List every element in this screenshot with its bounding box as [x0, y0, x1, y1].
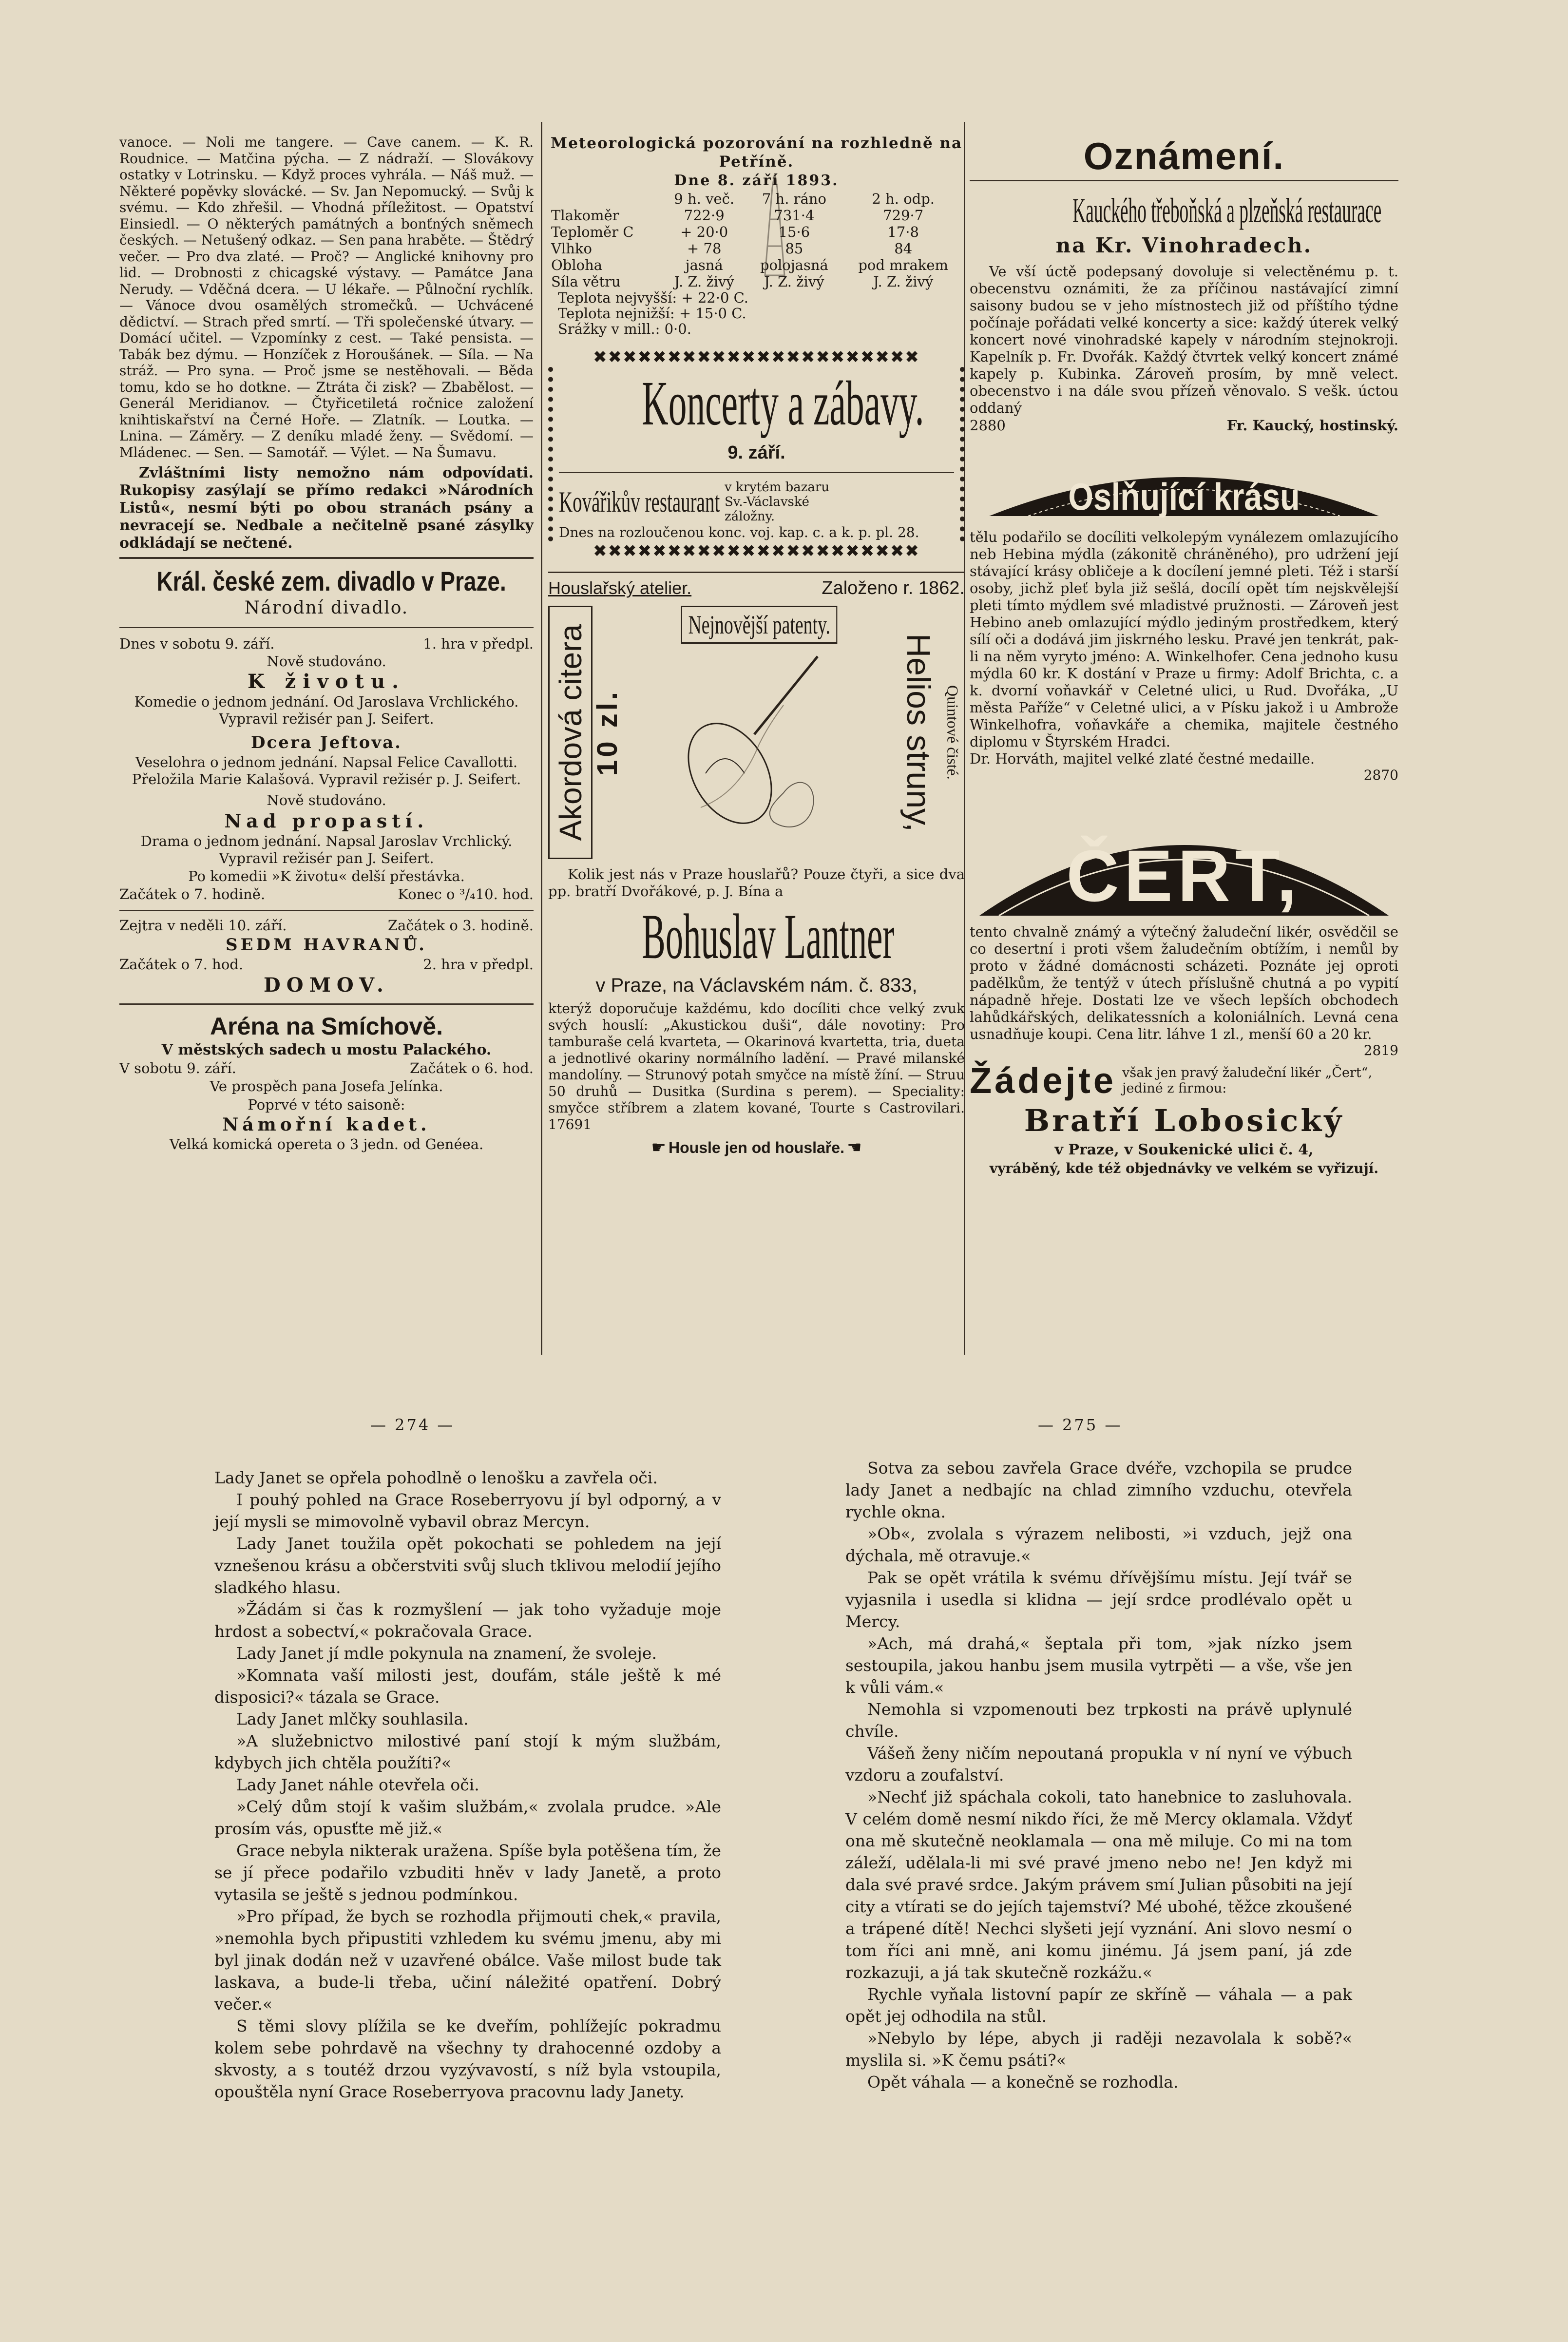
evening-play: DOMOV.: [264, 974, 389, 997]
meteo-value: 85: [785, 240, 803, 257]
tomorrow-date: Zejtra v neděli 10. září.: [119, 917, 287, 934]
theatre-time-row: [119, 885, 534, 903]
meteo-label: Teploměr C: [551, 224, 634, 240]
oznameni-number: 2880: [970, 417, 1006, 434]
evening-row: [119, 956, 534, 973]
violin-name: Bohuslav Lantner: [642, 901, 895, 972]
meteo-block: [548, 134, 965, 337]
meteo-row: [548, 273, 965, 290]
tomorrow-row: [119, 917, 534, 934]
cert-request-row: [970, 1060, 1398, 1101]
concerts-box: [548, 347, 965, 561]
meteo-value: + 20·0: [680, 224, 728, 240]
meteo-row: [548, 240, 965, 257]
right-column: [970, 134, 1398, 1177]
theatre-start: Začátek o 7. hodině.: [119, 886, 266, 902]
play1-desc: Komedie o jednom jednání. Od Jaroslava Vrchlického. Vypravil režisér pan J. Seifert.: [134, 693, 519, 727]
rule-t3: [119, 1003, 534, 1005]
meteo-value: 15·6: [778, 224, 810, 240]
arena-title: Aréna na Smíchově.: [210, 1013, 443, 1040]
cert-banner: [970, 794, 1398, 916]
cert-title: ČERT,: [1066, 835, 1302, 917]
theatre-subtitle: Národní divadlo.: [244, 598, 409, 618]
meteo-value: + 78: [687, 240, 722, 257]
oznameni-sig-row: [970, 417, 1398, 434]
meteo-header: 2 h. odp.: [872, 191, 935, 207]
story-right-paragraph: Nemohla si vzpomenouti bez trpkosti na právě uplynulé chvíle.: [845, 1700, 1352, 1741]
rule-c1: [559, 472, 954, 473]
story-left-paragraph: Lady Janet jí mdle pokynula na znamení, že svoleje.: [236, 1644, 657, 1663]
contents-list: vanoce. — Noli me tangere. — Cave canem. — K. R. Roudnice. — Matčina pýcha. — Z nádraží. — Slovákovy ostatky v Lotrinsku. — Když proces vyhrála. — Náš muž. — Některé popěvky slovácké. — Sv. Jan Nepomucký. — Svůj k svému. — Kdo zhřešil. — Vhodná příležitost. — Opatství Einsiedl. — O některých památných a bonťných sněmech českých. — Netušený odkaz. — Sen pana hraběte. — Štědrý večer. — Pro dva zlaté. — Proč? — Anglické knihovny pro lid. — Drobnosti z chicagské výstavy. — Památce Jana Nerudy. — Vděčná dcera. — U lékaře. — Půlnoční rychlík. — Vánoce dvou osamělých stromečků. — Uchvácené dědictví. — Strach před smrtí. — Tři společenské útvary. — Domácí učitel. — Vzpomínky z cest. — Také pensista. — Tabák bez dýmu. — Honzíček z Horoušánek. — Síla. — Na stráž. — Pro syna. — Proč jsme se nestěhovali. — Běda tomu, kdo se ho dotkne. — Ztráta či zisk? — Zbabělost. — Generál Meridianov. — Čtyřicetiletá ročnice založení knihtiskařství na Černé Hoře. — Zlatník. — Loutka. — Lnina. — Záměry. — Z deníku mladé ženy. — Svědomí. — Mládenec. — Sen. — Samotář. — Výlet. — Na Šumavu.: [119, 134, 534, 461]
story-left-paragraph: Lady Janet toužila opět pokochati se pohledem na její vznešenou krásu a občerstviti svůj sluch tklivou melodií jejího sladkého hlasu.: [214, 1534, 721, 1597]
story-right-paragraph: Pak se opět vrátila k svému dřívějšímu místu. Její tvář se vyjasnila i usedla si klidna — její srdce prodlévalo opět u Mercy.: [845, 1568, 1352, 1631]
violin-block: [548, 578, 965, 1157]
meteo-header: 7 h. ráno: [762, 191, 826, 207]
play3-desc: Drama o jednom jednání. Napsal Jaroslav Vrchlický. Vypravil režisér pan J. Seifert.: [140, 833, 513, 866]
rule-theatre: [119, 557, 534, 559]
story-right-paragraph: »Nechť již spáchala cokoli, tato hanebnice to zasluhovala. V celém domě nesmí nikdo říci, že mě Mercy oklamala. Vždyť ona mě skutečně neoklamala — ona mě miluje. Co mi na tom záleží, udělala-li mi své pravé jmeno nebo ne! Jen když mi dala své pravé srdce. Jakým právem smí Julian působiti na její city a vtírati se do jejích tajemství? Mé ubohé, těžce zkoušené a trápené dítě! Nechci slyšeti její vyznání. Ani slovo nesmí o tom říci ani mně, ani komu jinému. Já jsem paní, já zde rozkazuji, a já tak skutečně rozkážu.«: [845, 1787, 1352, 1982]
play2-desc: Veselohra o jednom jednání. Napsal Felice Cavallotti. Přeložila Marie Kalašová. Vypravil režisér p. J. Seifert.: [132, 754, 521, 787]
arena-play: Námořní kadet.: [222, 1114, 431, 1135]
story-left-paragraph: Lady Janet se opřela pohodlně o lenošku a zavřela oči.: [214, 1468, 658, 1487]
cert-request-note: však jen pravý žaludeční likér „Čert“, jediné z firmou:: [1122, 1065, 1373, 1096]
story-left-paragraph: »Žádám si čas k rozmyšlení — jak toho vyžaduje moje hrdost a sobectví,« pokračovala Grace.: [214, 1600, 721, 1641]
evening-sub: 2. hra v předpl.: [423, 956, 534, 973]
meteo-value: pod mrakem: [858, 257, 949, 273]
violin-footer-row: [548, 1138, 965, 1157]
meteo-date: Dne 8. září 1893.: [674, 172, 839, 189]
theatre-date: Dnes v sobotu 9. září.: [119, 635, 275, 652]
violin-icon: [671, 647, 847, 851]
meteo-value: 729·7: [883, 207, 924, 224]
arena-date: V sobotu 9. září.: [119, 1060, 236, 1076]
oznameni-heading: Kauckého třeboňská a plzeňská restaurace: [1072, 191, 1382, 230]
concerts-venue-row: [559, 480, 954, 524]
meteo-value: J. Z. živý: [873, 273, 934, 290]
story-right-paragraph: Sotva za sebou zavřela Grace dvéře, vzchopila se prudce lady Janet a nedbajíc na chlad zimního vzduchu, otevřela rychle okna.: [845, 1459, 1352, 1521]
arena-first: Poprvé v této saisoně:: [248, 1096, 405, 1113]
theatre-title: Král. české zem. divadlo v Praze.: [156, 566, 506, 596]
beauty-title: Oslňující krásu: [1068, 475, 1300, 518]
story-left-paragraph: »A služebnictvo milostivé paní stojí k mým službám, kdybych jich chtěla použíti?«: [214, 1731, 721, 1772]
story-left-paragraph: Lady Janet náhle otevřela oči.: [236, 1775, 479, 1794]
violin-header: [548, 578, 965, 599]
concerts-venue-note: v krytém bazaru Sv.-Václavské záložny.: [725, 480, 830, 524]
concerts-date: 9. září.: [727, 442, 785, 463]
evening-start: Začátek o 7. hod.: [119, 956, 244, 973]
arena-benefit: Ve prospěch pana Josefa Jelínka.: [210, 1078, 443, 1094]
play1-title: K životu.: [247, 670, 405, 693]
story-right-paragraph: »Ob«, zvolala s výrazem nelibosti, »i vzduch, jejž ona dýchala, mě otravuje.«: [845, 1524, 1352, 1565]
oznameni-signature: Fr. Kaucký, hostinský.: [1226, 417, 1398, 434]
meteo-label: Tlakoměr: [551, 207, 619, 224]
quint-box: [940, 606, 965, 859]
story-left-paragraph: »Komnata vaší milosti jest, doufám, stále ještě k mé disposici?« tázala se Grace.: [214, 1666, 721, 1707]
concerts-title: Koncerty a zábavy.: [642, 368, 924, 439]
beauty-number: 2870: [1363, 767, 1398, 783]
page-number-right: — 275 —: [1038, 1416, 1123, 1434]
story-left-paragraph: I pouhý pohled na Grace Roseberryovu jí byl odporný, a v její mysli se mimovolně vybavil obraz Mercyn.: [214, 1490, 721, 1531]
meteo-title: Meteorologická pozorování na rozhledně na Petříně.: [550, 134, 963, 171]
meteo-rain: Srážky v mill.: 0·0.: [558, 321, 691, 337]
meteo-label: Síla větru: [551, 273, 621, 290]
story-right-paragraph: »Ach, má drahá,« šeptala při tom, »jak nízko jsem sestoupila, jakou hanbu jsem musila vytrpěti — a vše, vše jen k vůli vám.«: [845, 1634, 1352, 1697]
play3-title: Nad propastí.: [224, 810, 429, 832]
violin-question: Kolik jest nás v Praze houslařů? Pouze čtyři, a sice dva pp. bratří Dvořákové, p. J. Bína a: [548, 866, 965, 900]
quint-text: Quintové čisté.: [944, 685, 962, 780]
meteo-row: [548, 257, 965, 273]
arena-desc: Velká komická opereta o 3 jedn. od Genéea.: [169, 1136, 484, 1152]
arena-location: V městských sadech u mostu Palackého.: [161, 1041, 492, 1058]
cert-firm-address: v Praze, v Soukenické ulici č. 4,: [1054, 1141, 1314, 1158]
zither-title: Akordová citera: [553, 624, 588, 841]
story-right: [845, 1457, 1352, 2093]
zither-box: [548, 606, 593, 859]
helios-title: Helios struny,: [900, 633, 937, 832]
rule-t2: [119, 910, 534, 911]
center-column: [548, 134, 965, 1157]
story-left: [214, 1467, 721, 2103]
zither-price-box: [593, 606, 622, 859]
beauty-text: tělu podařilo se docíliti velkolepým vynálezem omlazujícího neb Hebina mýdla (zákonitě chráněného), pro udržení její stávající krásy obličeje a k docílení jemné pleti. Též i starší osoby, jichž pleť byla již sešlá, docílí opět tím nejskvělejší pleti tímto mýdlem své mladistvé pružnosti. — Zároveň jest Hebino aneb omlazující mýdlo jediným prostředkem, který sílí oči a dodává jim jiskrného lesku. Pravé jen tenkrát, pak-li na něm vyryto jméno: A. Winkelhofer. Cena jednoho kusu mýdla 60 kr. K dostání v Praze u firmy: Adolf Brichta, c. a k. dvorní voňavkář v Celetné ulici, u Rud. Dvořáka, „U města Paříže“ v Celetné ulici, a v Písku jakož i u Ambrože Winkelhofra, voňavkáře a chemika, majitele čestného diplomu v Štyrském Hradci.: [970, 529, 1398, 750]
zither-price: 10 zl.: [591, 689, 623, 776]
cert-text: tento chvalně známý a výtečný žaludeční likér, osvědčil se co desertní i proti všem žaludečním obtížím, i nemůl by proto v žádné domácnosti scházeti. Poznáte jej oproti padělkům, že tentýž v útech příslušně chutná a po vypití nápadně hřeje. Dostati lze ve všech lepších obchodech lahůdkářských, delikatessních a koloniálních. Levná cena usnadňuje koupi. Cena litr. láhve 1 zl., menší 60 a 20 kr.: [970, 923, 1398, 1042]
meteo-header-row: [548, 191, 965, 207]
rule-c2: [548, 572, 965, 573]
meteo-value: J. Z. živý: [674, 273, 734, 290]
violin-atelier: Houslařský atelier.: [548, 578, 692, 598]
column-rule-1: [541, 122, 542, 1355]
cert-firm: Bratří Lobosický: [1024, 1103, 1344, 1138]
meteo-label: Vlhko: [551, 240, 592, 257]
theatre-newly-2: Nově studováno.: [267, 792, 386, 808]
hand-pointer-left-icon: ☚: [847, 1138, 862, 1157]
meteo-value: 722·9: [684, 207, 725, 224]
meteo-table: [548, 191, 965, 290]
meteo-value: 731·4: [774, 207, 815, 224]
left-column: [119, 134, 534, 1153]
cert-request: Žádejte: [970, 1060, 1117, 1101]
meteo-value: 84: [894, 240, 913, 257]
meteo-tmax: Teplota nejvyšší: + 22·0 C.: [558, 289, 749, 306]
page-number-left: — 274 —: [370, 1416, 455, 1434]
beauty-banner: [970, 448, 1398, 521]
story-right-paragraph: Rychle vyňala listovní papír ze skříně — váhala — a pak opět jej odhodila na stůl.: [845, 1985, 1352, 2026]
arena-start: Začátek o 6. hod.: [409, 1060, 534, 1076]
story-right-paragraph: Vášeň ženy ničím nepoutaná propukla v ní nyní ve výbuch vzdoru a zoufalství.: [845, 1744, 1352, 1785]
patents-title: Nejnovější patenty.: [681, 606, 838, 644]
story-right-paragraph: »Nebylo by lépe, abych ji raději nezavolala k sobě?« myslila si. »K čemu psáti?«: [845, 2029, 1352, 2070]
cert-firm-note: vyráběný, kde též objednávky ve velkém se vyřizují.: [989, 1160, 1379, 1176]
meteo-value: jasná: [685, 257, 723, 273]
theatre-date-row: [119, 635, 534, 653]
petrin-tower-icon: [758, 173, 792, 280]
editorial-notice: Zvláštními listy nemožno nám odpovídati. Rukopisy zasýlají se přímo redakci »Národních Listů«, nesmí býti po obou stranách psány a nevracejí se. Nedbale a nečitelně psané zásylky odkládají se nečtené.: [119, 464, 534, 552]
meteo-header: 9 h. več.: [674, 191, 735, 207]
cert-block: [970, 794, 1398, 1177]
arena-date-row: [119, 1059, 534, 1077]
oznameni-location: na Kr. Vinohradech.: [1055, 233, 1313, 257]
story-left-paragraph: »Celý dům stojí k vašim službám,« zvolala prudce. »Ale prosím vás, opusťte mě již.«: [214, 1797, 721, 1838]
theatre-block: [119, 566, 534, 1005]
meteo-value: 17·8: [887, 224, 919, 240]
theatre-subscription: 1. hra v předpl.: [423, 635, 534, 652]
violin-address: v Praze, na Václavském nám. č. 833,: [595, 975, 918, 996]
story-left-paragraph: »Pro případ, že bych se rozhodla přijmouti chek,« pravila, »nemohla bych připustiti vzhledem ku svému jmenu, aby mi byl jinak dodán než v uzavřené obálce. Vaše milost bude tak laskava, a bude-li třeba, učiní náležité opatření. Dobrý večer.«: [214, 1907, 721, 2014]
theatre-newly-1: Nově studováno.: [267, 653, 386, 670]
concerts-venue: Kovářikův restaurant: [559, 486, 720, 518]
play2-title: Dcera Jeftova.: [251, 733, 402, 752]
meteo-value: J. Z. živý: [764, 273, 824, 290]
violin-footer: Housle jen od houslaře.: [669, 1139, 844, 1156]
hand-pointer-icon: ☛: [651, 1138, 666, 1157]
concerts-text: Dnes na rozloučenou konc. voj. kap. c. a k. p. pl. 28.: [559, 524, 919, 540]
violin-text: kterýž doporučuje každému, kdo docíliti chce velký zvuk svých houslí: „Akustickou duši“, dále novotiny: Pro tamburaše celá kvarteta, — Okarinová kvartetta, tria, dueta a jednotlivé okariny normálního ladění. — Pravé milanské mandolíny. — Strunový potah smyčce na místě žíní. — Struu 50 druhů — Dusitka (Surdina s perem). — Speciality: smyčce stříbrem a zlatem kované, Tourte s Castrovilari. 17691: [548, 1000, 965, 1133]
story-right-paragraph: Opět váhala — a konečně se rozhodla.: [867, 2073, 1179, 2092]
beauty-doctor: Dr. Horváth, majitel velké zlaté čestné medaille.: [970, 750, 1315, 767]
meteo-tmin: Teplota nejnižší: + 15·0 C.: [558, 305, 746, 322]
oznameni-text: Ve vší úctě podepsaný dovoluje si velectěnému p. t. obecenstvu oznámiti, že za příčinou nastávající zimní saisony budou se v jeho místnostech již od příštího týdne počínaje pořádati velké koncerty a sice: každý úterek velký koncert nové vinohradské kapely v národním stejnokroji. Kapelník p. Fr. Dvořák. Každý čtvrtek velký koncert známé kapely p. Kubinka. Zároveň prosím, by mně velect. obecenstvo i na dále svou přízeň věnovalo. S vešk. úctou oddaný: [970, 263, 1398, 416]
meteo-value: polojasná: [760, 257, 828, 273]
arena-block: [119, 1012, 534, 1153]
helios-box: [897, 606, 940, 859]
beauty-block: [970, 448, 1398, 783]
x-border-bottom: ✖✖✖✖✖✖✖✖✖✖✖✖✖✖✖✖✖✖✖✖✖✖: [593, 541, 920, 561]
oznameni-title: Oznámení.: [1083, 134, 1285, 177]
violin-ad-row: [548, 606, 965, 859]
rule-r1: [970, 180, 1398, 181]
theatre-pause: Po komedii »K životu« delší přestávka.: [188, 868, 465, 884]
oznameni-block: [970, 134, 1398, 434]
rule-t1: [119, 627, 534, 628]
story-left-paragraph: S těmi slovy plížila se ke dveřím, pohlížejíc pokradmu kolem sebe pohrdavě na všechny ty drahocenné ozdoby a skvosty, a s toutéž drzou vyzývavostí, s níž byla vstoupila, opouštěla nyní Grace Roseberryova pracovnu lady Janety.: [214, 2016, 721, 2101]
patents-box: [622, 606, 897, 859]
cert-number: 2819: [1363, 1042, 1398, 1058]
tomorrow-start: Začátek o 3. hodině.: [387, 917, 534, 934]
meteo-row: [548, 224, 965, 240]
story-left-paragraph: Grace nebyla nikterak uražena. Spíše byla potěšena tím, že se jí přece podařilo vzbuditi hněv v lady Janetě, a proto vytasila se ještě s jednou podmínkou.: [214, 1841, 721, 1904]
x-border-top: ✖✖✖✖✖✖✖✖✖✖✖✖✖✖✖✖✖✖✖✖✖✖: [593, 347, 920, 367]
tomorrow-play: SEDM HAVRANŮ.: [226, 935, 427, 955]
meteo-row: [548, 207, 965, 224]
meteo-label: Obloha: [551, 257, 603, 273]
theatre-end: Konec o ³/₄10. hod.: [398, 886, 534, 902]
violin-founded: Založeno r. 1862.: [822, 578, 965, 598]
story-left-paragraph: Lady Janet mlčky souhlasila.: [236, 1709, 469, 1728]
